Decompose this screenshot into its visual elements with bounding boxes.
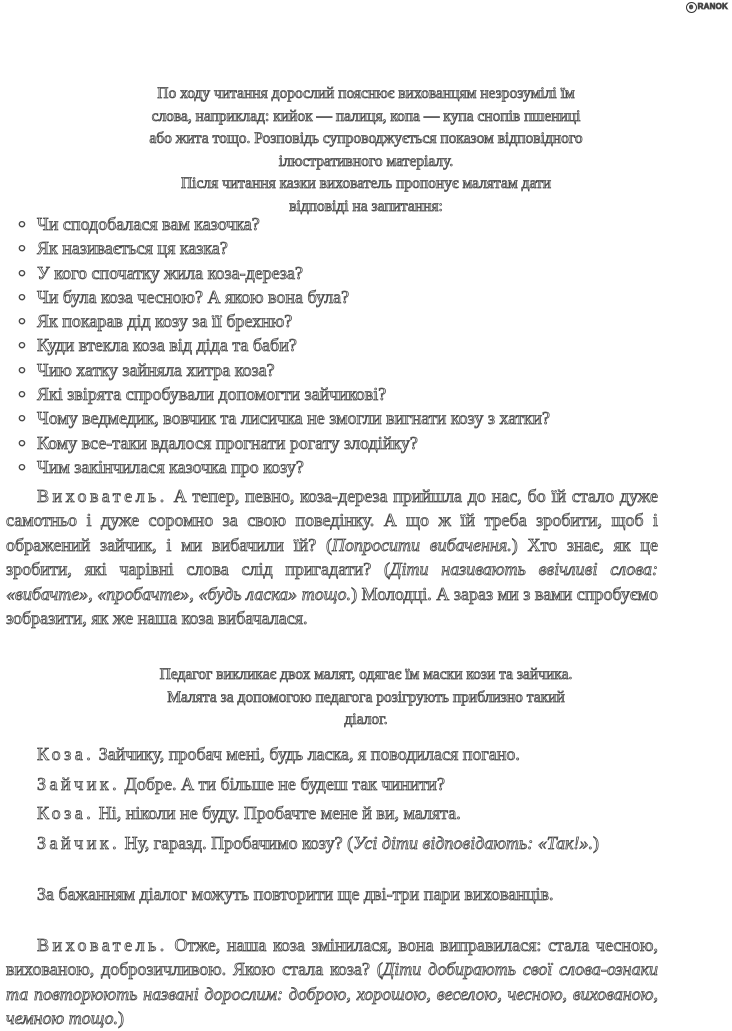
speaker-label: Зайчик. [37, 774, 121, 794]
italic-note: Діти називають ввічливі слова: «вибачте», «пробачте», «будь ласка» тощо. [6, 559, 658, 604]
intro-line: По ходу читання дорослий пояснює вихованцям незрозумілі їм [157, 85, 575, 102]
dialogue-line: Зайчик. Ну, гаразд. Пробачимо козу? (Усі діти відповідають: «Так!».) [37, 833, 599, 853]
bullet-icon: ○ [18, 410, 26, 426]
intro-line: або жита тощо. Розповідь супроводжується показом відповідного [149, 130, 583, 147]
list-item: ○ Куди втекла коза від діда та баби? [0, 333, 550, 357]
speaker-label: Коза. [37, 744, 95, 764]
list-item: ○ Чим закінчилася казочка про козу? [0, 455, 550, 479]
staging-line: Педагог викликає двох малят, одягає їм маски кози та зайчика. [159, 666, 573, 683]
bullet-icon: ○ [18, 216, 26, 231]
intro-line: Після читання казки вихователь пропонує малятам дати [180, 175, 552, 192]
list-item: ○ Які звірята спробували допомогти зайчикові? [0, 382, 550, 406]
e-logo-icon: e [686, 2, 697, 13]
intro-line: відповіді на запитання: [289, 197, 443, 215]
intro-line: ілюстративного матеріалу. [278, 152, 454, 170]
bullet-icon: ○ [18, 458, 26, 474]
bullet-icon: ○ [18, 337, 26, 353]
bullet-icon: ○ [18, 434, 26, 450]
bullet-icon: ○ [18, 288, 26, 304]
dialogue-line: Коза. Зайчику, пробач мені, будь ласка, я поводилася погано. [37, 744, 520, 764]
educator-paragraph: Вихователь. Отже, наша коза змінилася, вона виправилася: стала чесною, вихованою, доброзичливою. Якою стала коза? (Діти добирають свої слова-ознаки та повторюють названі дорослим: доброю, хорошою, веселою, чесною, вихованою, чемною тощо.) [6, 935, 658, 1029]
speaker-label: Вихователь. [37, 935, 168, 955]
bullet-icon: ○ [18, 313, 26, 329]
list-item: ○ У кого спочатку жила коза-дереза? [0, 261, 550, 285]
staging-instructions [40, 664, 692, 732]
list-item: ○ Чому ведмедик, вовчик та лисичка не змогли вигнати козу з хатки? [0, 406, 550, 430]
list-item: ○ Чи була коза чесною? А якою вона була? [0, 285, 550, 309]
italic-note: Попросити вибачення. [332, 534, 512, 555]
dialogue-line: Коза. Ні, ніколи не буду. Пробачте мене й ви, малята. [37, 803, 461, 823]
repeat-note: За бажанням діалог можуть повторити ще дві-три пари вихованців. [37, 884, 554, 904]
list-item: ○ Чию хатку зайняла хитра коза? [0, 358, 550, 382]
question-list [0, 212, 550, 479]
publisher-logo [686, 2, 728, 13]
educator-paragraph: Вихователь. А тепер, певно, коза-дереза прийшла до нас, бо їй стало дуже самотньо і дуже соромно за свою поведінку. А що ж їй треба зробити, щоб і ображений зайчик, і ми вибачили їй? (Попросити вибачення.) Хто знає, як це зробити, які чарівні слова слід пригадати? (Діти називають ввічливі слова: «вибачте», «пробачте», «будь ласка» тощо.) Молодці. А зараз ми з вами спробуємо зобразити, як же наша коза вибачалася. [6, 486, 658, 629]
speaker-label: Коза. [37, 803, 95, 823]
intro-line: слова, наприклад: кийок — палиця, копа — купа снопів пшениці [151, 107, 581, 125]
staging-line: Малята за допомогою педагога розігрують приблизно такий [167, 688, 565, 706]
bullet-icon: ○ [18, 386, 26, 402]
italic-note: Усі діти відповідають: «Так!». [353, 833, 593, 853]
list-item: ○ Кому все-таки вдалося прогнати рогату злодійку? [0, 431, 550, 455]
staging-line: діалог. [344, 711, 388, 728]
speaker-label: Вихователь. [37, 486, 168, 506]
speaker-label: Зайчик. [37, 833, 121, 853]
list-item: ○ Як називається ця казка? [0, 236, 550, 260]
bullet-icon: ○ [18, 361, 26, 377]
bullet-icon: ○ [18, 264, 26, 280]
intro-instructions [40, 83, 692, 218]
logo-text: RANOK [697, 2, 728, 11]
italic-note: Діти добирають свої слова-ознаки та повторюють названі дорослим: доброю, хорошою, веселою, чесною, вихованою, чемною тощо. [6, 959, 658, 1029]
bullet-icon: ○ [18, 240, 26, 256]
list-item: ○ Як покарав дід козу за її брехню? [0, 309, 550, 333]
dialogue-line: Зайчик. Добре. А ти більше не будеш так чинити? [37, 774, 445, 794]
list-item: ○ Чи сподобалася вам казочка? [0, 212, 550, 236]
